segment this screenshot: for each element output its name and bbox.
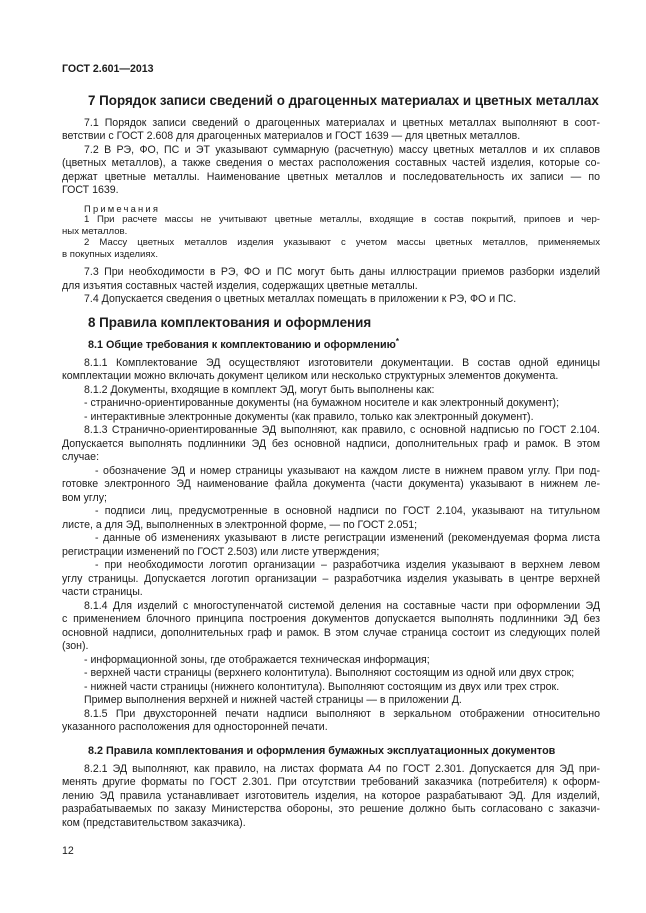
clause-8-1-3 (62, 424, 600, 465)
text-line: - верхней части страницы (верхнего колонтитула). Выполняют состоящим из одной или двух строк; (84, 667, 575, 679)
list-item (62, 505, 600, 532)
text-line: 8.1.4 Для изделий с многоступенчатой системой деления на составные части при оформлении ЭД (84, 599, 600, 612)
page-number: 12 (62, 845, 74, 857)
text-line: Пример выполнения верхней и нижней частей страницы — в приложении Д. (84, 694, 462, 706)
text-line: комплектации можно включать документ целиком или несколько структурных элементов документа. (62, 370, 559, 382)
text-line: (цветных металлов), а также сведения о местах расположения составных частей изделия, которые со- (62, 157, 600, 169)
text-line: регистрации изменений по ГОСТ 2.503) или листе утверждения; (62, 545, 380, 558)
text-line: ных металлов. (62, 225, 128, 237)
text-line: 1 При расчете массы не учитывают цветные металлы, входящие в состав покрытий, припоев и чер- (84, 214, 600, 225)
list-item (62, 667, 600, 681)
note-item (62, 237, 600, 260)
clause-7-2 (62, 144, 600, 198)
text-line: 7.2 В РЭ, ФО, ПС и ЭТ указывают суммарную (расчетную) массу цветных металлов и их сплавов (84, 143, 600, 156)
text-line: основной надписи, дополнительных граф и рамок. В этом случае страница состоит из следующих полей (62, 626, 600, 639)
text-line: 8.1.3 Странично-ориентированные ЭД выполняют, как правило, с основной надписью по ГОСТ 2.104. (84, 424, 600, 436)
clause-8-1-1 (62, 357, 600, 384)
document-header: ГОСТ 2.601—2013 (62, 63, 154, 75)
clause-7-1 (62, 117, 600, 144)
list-item (62, 411, 600, 425)
text-line: 8.2.1 ЭД выполняют, как правило, на листах формата А4 по ГОСТ 2.301. Допускается для ЭД при- (84, 762, 600, 775)
text-line: ГОСТ 1639. (62, 184, 119, 196)
text-line: - подписи лиц, предусмотренные в основной надписи по ГОСТ 2.104, указывают на титульном (95, 505, 600, 517)
text-line: менять другие форматы по ГОСТ 2.301. При отсутствии требований заказчика (потребителя) к оформ- (62, 776, 600, 788)
text-line: разрабатываемых по заказу Министерства обороны, это решение должно быть согласовано с заказчи- (62, 803, 600, 815)
text-line: - нижней части страницы (нижнего колонтитула). Выполняют состоящим из двух или трех строк. (84, 680, 560, 693)
heading-text: 8.2 Правила комплектования и оформления бумажных эксплуатационных документов (88, 744, 556, 757)
text-line: Допускается выполнять подлинники ЭД без основной надписи, дополнительных граф и рамок. В этом (62, 437, 600, 450)
text-line: углу страницы. Допускается логотип организации – разработчика изделия указывать в центре верхней (62, 572, 600, 585)
notes (62, 203, 600, 261)
subsection-8-2-heading (62, 744, 600, 758)
text-line: случае: (62, 451, 100, 463)
text-line: листе, а для ЭД, выполненных в электронной форме, — по ГОСТ 2.051; (62, 518, 418, 531)
footnote-marker: * (395, 336, 399, 346)
section-7-heading: 7 Порядок записи сведений о драгоценных материалах и цветных металлах (88, 92, 599, 108)
text-line: - данные об изменениях указывают в листе регистрации изменений (рекомендуемая форма листа (95, 532, 600, 544)
heading-text: 8.1 Общие требования к комплектованию и оформлению (88, 338, 396, 351)
clause-7-3 (62, 266, 600, 293)
text-line: указанного расположения для односторонней печати. (62, 721, 328, 733)
note-item (62, 214, 600, 237)
text-line: - интерактивные электронные документы (как правило, только как электронный документ). (84, 410, 534, 423)
list-item (62, 681, 600, 695)
text-line: части страницы. (62, 586, 143, 598)
subsection-8-1-heading (62, 338, 600, 352)
clause-8-1-5 (62, 708, 600, 735)
text-line: 7.1 Порядок записи сведений о драгоценных материалах и цветных металлах выполняют в соот- (84, 116, 600, 129)
text-line: ветствии с ГОСТ 2.608 для драгоценных материалов и ГОСТ 1639 — для цветных металлов. (62, 130, 521, 142)
list-item (62, 465, 600, 506)
clause-8-1-2 (62, 384, 600, 398)
text-line: - обозначение ЭД и номер страницы указывают на каждом листе в нижнем правом углу. При под- (95, 464, 600, 477)
text-line: - информационной зоны, где отображается техническая информация; (84, 653, 430, 666)
text-line: 7.4 Допускается сведения о цветных металлах помещать в приложении к РЭ, ФО и ПС. (84, 293, 517, 305)
clause-8-2-1 (62, 763, 600, 831)
section-8-heading: 8 Правила комплектования и оформления (88, 314, 372, 330)
text-line: - странично-ориентированные документы (на бумажном носителе и как электронный документ); (84, 397, 560, 409)
example-note (62, 694, 600, 708)
text-line: 8.1.5 При двухсторонней печати надписи выполняют в зеркальном отображении относительно (84, 707, 600, 720)
text-line: в покупных изделиях. (62, 248, 159, 260)
text-line: (зон). (62, 640, 89, 652)
text-line: ком (представительством заказчика). (62, 816, 246, 829)
text-line: готовке электронного ЭД наименование файла документа (части документа) указывают в нижнем ле- (62, 478, 600, 490)
clause-8-1-4 (62, 600, 600, 654)
document-page (62, 63, 600, 859)
text-line: 8.1.1 Комплектование ЭД осуществляют изготовители документации. В состав одной единицы (84, 356, 600, 369)
text-line: 2 Массу цветных металлов изделия указывают с учетом массы цветных металлов, применяемых (84, 237, 600, 248)
clause-7-4 (62, 293, 600, 307)
list-item (62, 559, 600, 600)
text-line: лению ЭД правила устанавливает изготовитель изделия, на которое разрабатывают ЭД. Для изделий, (62, 789, 600, 802)
list-item (62, 654, 600, 668)
list-item (62, 397, 600, 411)
text-line: 8.1.2 Документы, входящие в комплект ЭД, могут быть выполнены как: (84, 383, 435, 396)
text-line: держат цветные металлы. Наименование цветных металлов и последовательность их записи — по (62, 170, 600, 183)
text-line: вом углу; (62, 491, 107, 504)
text-line: 7.3 При необходимости в РЭ, ФО и ПС могут быть даны иллюстрации приемов разборки изделий (84, 266, 600, 278)
text-line: с применением блочного принципа построения документов допускается выполнять подлинники ЭД без (62, 613, 600, 625)
text-line: для изъятия составных частей изделия, содержащих цветные металлы. (62, 279, 418, 292)
text-line: - при необходимости логотип организации – разработчика изделия указывают в верхнем левом (95, 559, 600, 571)
list-item (62, 532, 600, 559)
notes-label: Примечания (84, 202, 161, 214)
